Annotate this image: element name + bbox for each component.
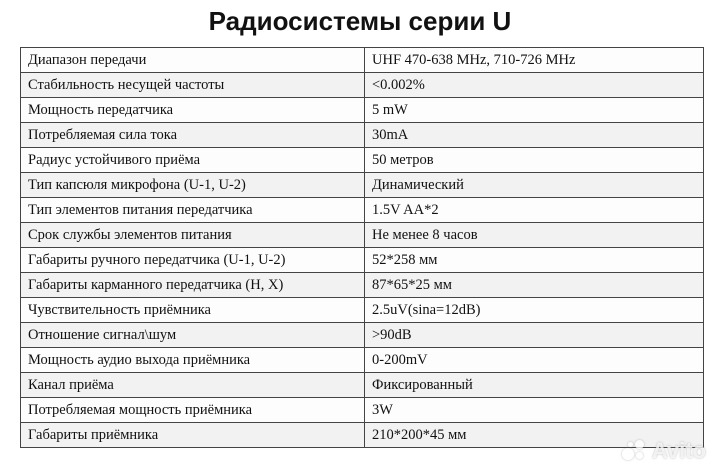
table-row [21,173,704,198]
spec-value: 210*200*45 мм [365,423,704,448]
spec-value: Динамический [365,173,704,198]
spec-value: UHF 470-638 MHz, 710-726 MHz [365,48,704,73]
spec-value: Не менее 8 часов [365,223,704,248]
table-row [21,248,704,273]
spec-value: 5 mW [365,98,704,123]
spec-label: Отношение сигнал\шум [21,323,365,348]
spec-value: 0-200mV [365,348,704,373]
table-row [21,348,704,373]
spec-value: 2.5uV(sina=12dB) [365,298,704,323]
spec-value: 50 метров [365,148,704,173]
spec-value: Фиксированный [365,373,704,398]
spec-label: Радиус устойчивого приёма [21,148,365,173]
spec-value: 52*258 мм [365,248,704,273]
spec-label: Стабильность несущей частоты [21,73,365,98]
spec-label: Мощность аудио выхода приёмника [21,348,365,373]
table-row [21,198,704,223]
spec-value: 87*65*25 мм [365,273,704,298]
watermark-text: Avito [651,438,706,463]
spec-label: Тип капсюля микрофона (U-1, U-2) [21,173,365,198]
spec-label: Габариты ручного передатчика (U-1, U-2) [21,248,365,273]
table-row [21,123,704,148]
spec-label: Мощность передатчика [21,98,365,123]
spec-table-body [21,48,704,448]
table-row [21,73,704,98]
spec-label: Канал приёма [21,373,365,398]
spec-label: Чувствительность приёмника [21,298,365,323]
spec-value: 30mA [365,123,704,148]
spec-label: Потребляемая сила тока [21,123,365,148]
table-row [21,323,704,348]
table-row [21,98,704,123]
spec-label: Габариты карманного передатчика (H, X) [21,273,365,298]
spec-label: Тип элементов питания передатчика [21,198,365,223]
spec-label: Габариты приёмника [21,423,365,448]
table-row [21,273,704,298]
spec-value: 3W [365,398,704,423]
spec-label: Срок службы элементов питания [21,223,365,248]
table-row [21,148,704,173]
spec-value: 1.5V AA*2 [365,198,704,223]
spec-label: Диапазон передачи [21,48,365,73]
spec-value: >90dB [365,323,704,348]
table-row [21,423,704,448]
spec-table [20,47,704,448]
table-row [21,48,704,73]
table-row [21,298,704,323]
spec-label: Потребляемая мощность приёмника [21,398,365,423]
spec-value: <0.002% [365,73,704,98]
table-row [21,398,704,423]
page-title: Радиосистемы серии U [208,6,512,36]
table-row [21,223,704,248]
table-row [21,373,704,398]
